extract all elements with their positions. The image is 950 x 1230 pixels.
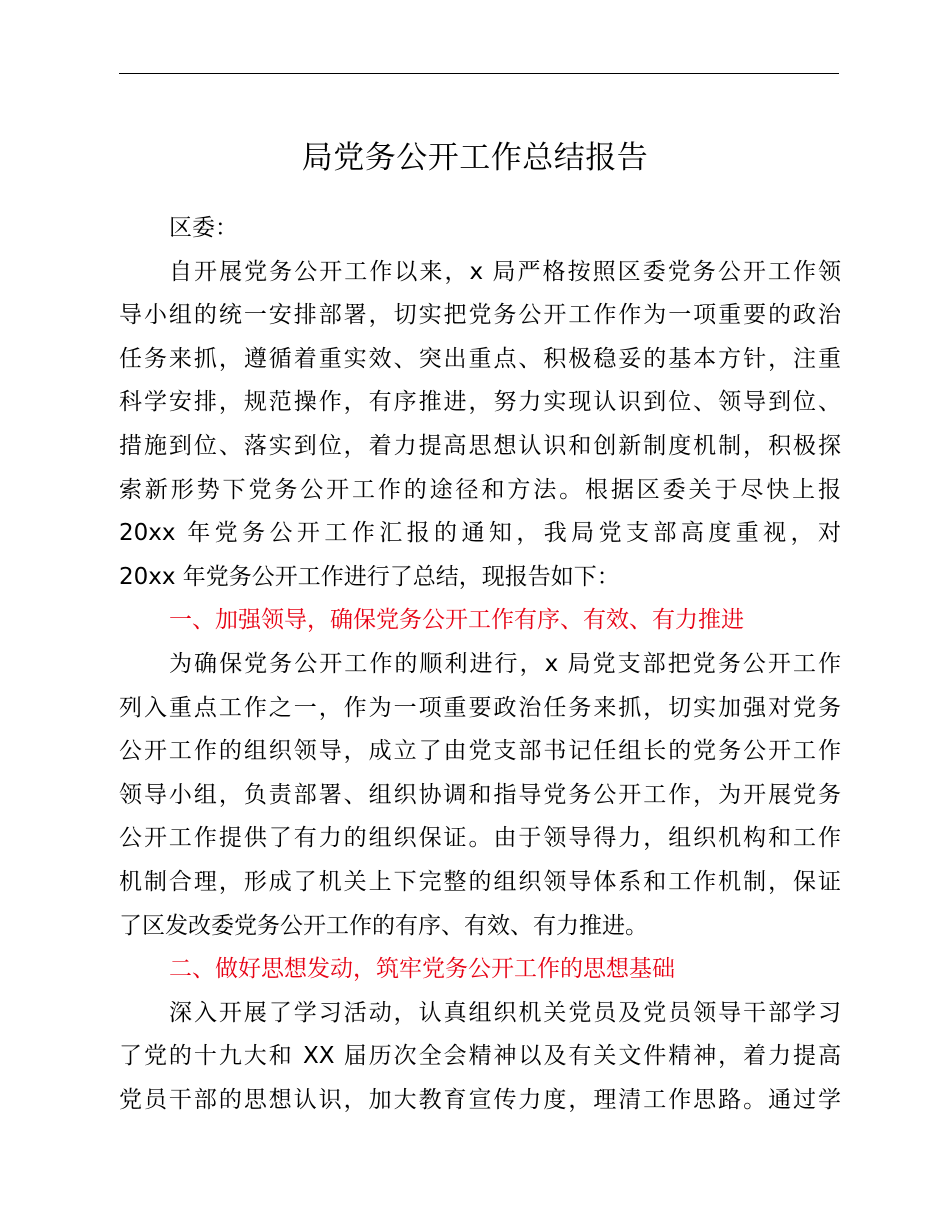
paragraph-line: 措施到位、落实到位，着力提高思想认识和创新制度机制，积极探 (119, 432, 841, 459)
paragraph-line: 任务来抓，遵循着重实效、突出重点、积极稳妥的基本方针，注重 (119, 345, 841, 372)
paragraph-3 (119, 992, 841, 1123)
paragraph-line: 公开工作的组织领导，成立了由党支部书记任组长的党务公开工作 (119, 738, 841, 765)
paragraph-line: 为确保党务公开工作的顺利进行，x 局党支部把党务公开工作 (169, 650, 841, 677)
paragraph-line: 公开工作提供了有力的组织保证。由于领导得力，组织机构和工作 (119, 825, 841, 852)
paragraph-line: 科学安排，规范操作，有序推进，努力实现认识到位、领导到位、 (119, 389, 841, 416)
section-heading-2: 二、做好思想发动，筑牢党务公开工作的思想基础 (169, 956, 675, 983)
paragraph-1 (119, 251, 841, 600)
paragraph-line: 党员干部的思想认识，加大教育宣传力度，理清工作思路。通过学 (119, 1086, 841, 1113)
paragraph-line: 了党的十九大和 XX 届历次全会精神以及有关文件精神，着力提高 (119, 1043, 841, 1070)
section-heading-1: 一、加强领导，确保党务公开工作有序、有效、有力推进 (169, 607, 744, 634)
paragraph-line: 20xx 年党务公开工作进行了总结，现报告如下： (119, 563, 620, 590)
paragraph-line: 索新形势下党务公开工作的途径和方法。根据区委关于尽快上报 (119, 476, 841, 503)
paragraph-2 (119, 643, 841, 948)
paragraph-line: 自开展党务公开工作以来，x 局严格按照区委党务公开工作领 (169, 258, 841, 285)
paragraph-line: 导小组的统一安排部署，切实把党务公开工作作为一项重要的政治 (119, 302, 841, 329)
paragraph-line: 机制合理，形成了机关上下完整的组织领导体系和工作机制，保证 (119, 868, 841, 895)
document-body (119, 207, 841, 1122)
paragraph-line: 20xx 年党务公开工作汇报的通知，我局党支部高度重视，对 (119, 520, 841, 547)
document-title: 局党务公开工作总结报告 (301, 140, 649, 176)
header-rule (119, 73, 839, 74)
salutation: 区委： (169, 215, 238, 241)
paragraph-line: 领导小组，负责部署、组织协调和指导党务公开工作，为开展党务 (119, 781, 841, 808)
paragraph-line: 了区发改委党务公开工作的有序、有效、有力推进。 (119, 912, 648, 939)
paragraph-line: 深入开展了学习活动，认真组织机关党员及党员领导干部学习 (169, 999, 841, 1026)
paragraph-line: 列入重点工作之一，作为一项重要政治任务来抓，切实加强对党务 (119, 694, 841, 721)
